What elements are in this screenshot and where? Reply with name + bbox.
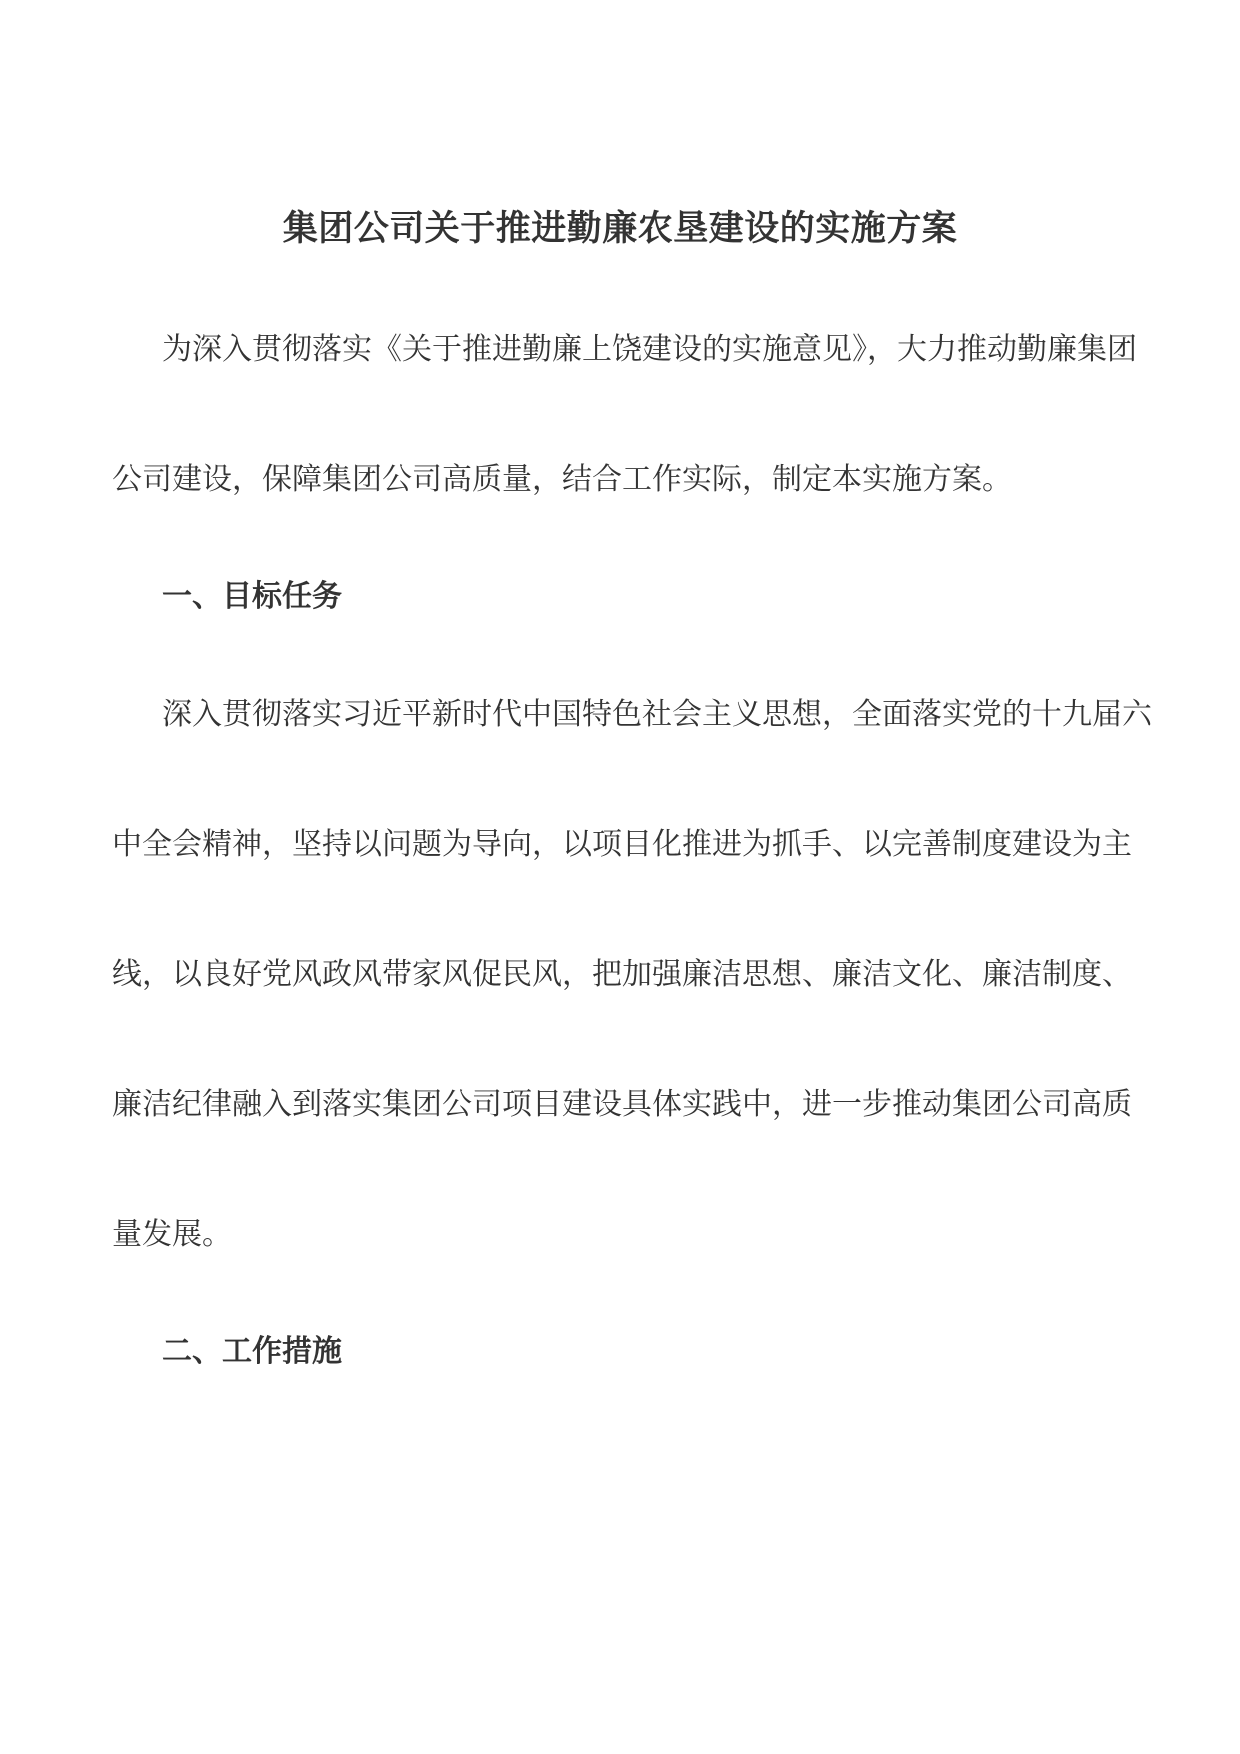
document-title: 集团公司关于推进勤廉农垦建设的实施方案 — [282, 209, 958, 249]
section-heading-goals: 一、目标任务 — [162, 579, 342, 614]
section-heading-measures: 二、工作措施 — [162, 1334, 342, 1369]
section1-line-4: 廉洁纪律融入到落实集团公司项目建设具体实践中，进一步推动集团公司高质 — [112, 1087, 1132, 1122]
section1-line-2: 中全会精神，坚持以问题为导向，以项目化推进为抓手、以完善制度建设为主 — [112, 827, 1132, 862]
intro-line-1: 为深入贯彻落实《关于推进勤廉上饶建设的实施意见》，大力推动勤廉集团 — [162, 332, 1137, 367]
section1-line-3: 线，以良好党风政风带家风促民风，把加强廉洁思想、廉洁文化、廉洁制度、 — [112, 957, 1132, 992]
intro-line-2: 公司建设，保障集团公司高质量，结合工作实际，制定本实施方案。 — [112, 462, 1012, 497]
section1-line-5: 量发展。 — [112, 1217, 232, 1252]
section1-line-1: 深入贯彻落实习近平新时代中国特色社会主义思想，全面落实党的十九届六 — [162, 697, 1152, 732]
